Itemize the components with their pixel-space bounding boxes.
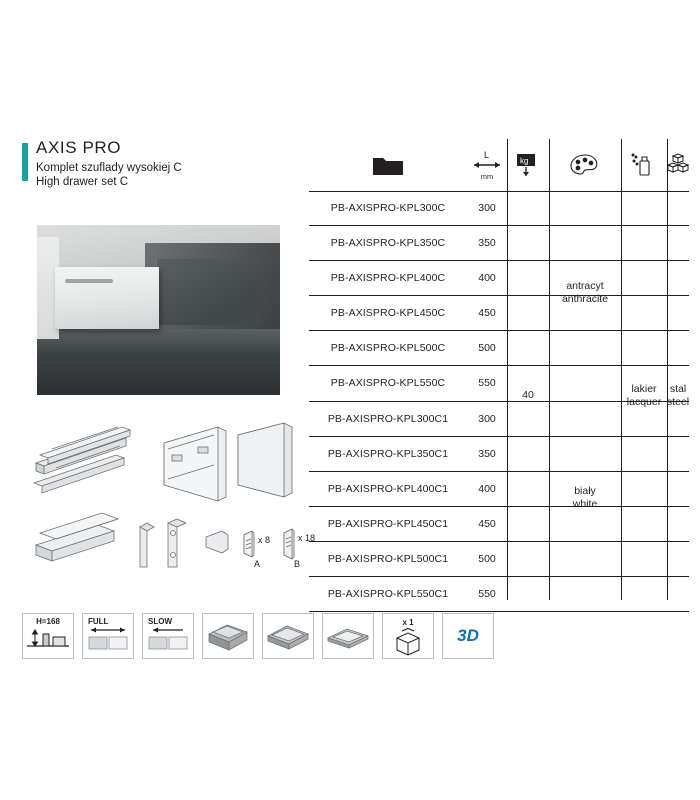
- product-code: PB-AXISPRO-KPL400C: [330, 272, 446, 285]
- color-white-en: white: [572, 497, 598, 510]
- height-168-caption: H=168: [36, 617, 60, 626]
- height-168-icon: [22, 613, 74, 659]
- svg-text:kg: kg: [520, 156, 529, 166]
- product-length: 450: [478, 517, 496, 530]
- finish-en: lacquer: [626, 395, 662, 408]
- color-white-cell: [549, 395, 621, 600]
- photo-drawer-handle: [65, 279, 113, 283]
- page-title: AXIS PRO: [36, 138, 122, 157]
- color-palette-icon: [568, 152, 602, 178]
- paint-spray-icon: [629, 152, 659, 178]
- rail-profile-drawing: [36, 513, 118, 561]
- finish-pl: lakier: [631, 382, 657, 395]
- full-extension-glyph: [83, 627, 133, 657]
- drawer-side-panel-drawing: [164, 427, 226, 501]
- product-code: PB-AXISPRO-KPL550C: [330, 377, 446, 390]
- feature-icon-strip: [22, 613, 482, 665]
- product-code: PB-AXISPRO-KPL500C: [330, 342, 446, 355]
- screw-b-drawing: [284, 529, 294, 559]
- product-table: [309, 139, 689, 599]
- technical-drawings: [22, 405, 322, 595]
- drawer-low-icon: [262, 613, 314, 659]
- packaging-caption: x 1: [402, 618, 414, 627]
- height-168-glyph: [23, 628, 73, 658]
- product-code: PB-AXISPRO-KPL400C1: [327, 482, 449, 495]
- product-code: PB-AXISPRO-KPL300C: [330, 202, 446, 214]
- product-code: PB-AXISPRO-KPL550C1: [327, 588, 449, 601]
- header-length-cell: [467, 139, 507, 191]
- clip-drawing: [206, 531, 228, 553]
- load-kg-icon: [513, 152, 543, 178]
- full-extension-caption: FULL: [88, 617, 109, 626]
- product-length: 500: [478, 342, 496, 355]
- product-length: 400: [478, 272, 496, 285]
- color-anthracite-pl: antracyt: [566, 280, 604, 292]
- material-en: steel: [666, 395, 690, 408]
- soft-close-glyph: [143, 627, 193, 657]
- photo-drawer-front: [55, 267, 159, 329]
- svg-text:L: L: [484, 150, 490, 160]
- product-length: 400: [478, 482, 496, 495]
- product-code: PB-AXISPRO-KPL350C: [330, 237, 446, 250]
- header-material-cell: [667, 139, 689, 191]
- material-cell: [667, 191, 689, 600]
- soft-close-caption: SLOW: [148, 617, 172, 626]
- product-code: PB-AXISPRO-KPL500C1: [327, 552, 449, 565]
- drawer-tray-glyph: [323, 614, 373, 658]
- material-pl: stal: [669, 382, 687, 395]
- fastener-b-count: x 18: [298, 533, 316, 543]
- table-header-row: [309, 139, 689, 192]
- finish-cell: [621, 191, 667, 600]
- soft-close-icon: [142, 613, 194, 659]
- product-length: 300: [478, 412, 496, 425]
- 3d-model-icon: [442, 613, 494, 659]
- material-cubes-icon: [665, 153, 691, 177]
- header-load-cell: [507, 139, 549, 191]
- packaging-glyph: [383, 628, 433, 658]
- drawer-low-glyph: [263, 614, 313, 658]
- product-code: PB-AXISPRO-KPL300C1: [327, 412, 449, 425]
- packaging-icon: [382, 613, 434, 659]
- 3d-model-caption: 3D: [457, 626, 479, 645]
- color-anthracite-en: anthracite: [561, 293, 609, 305]
- product-length: 500: [478, 552, 496, 565]
- photo-countertop: [37, 329, 280, 395]
- product-length: 350: [478, 237, 496, 250]
- color-white-pl: biały: [574, 484, 596, 497]
- header-finish-cell: [621, 139, 667, 191]
- length-icon: [472, 149, 502, 171]
- product-length: 550: [478, 588, 496, 601]
- full-extension-icon: [82, 613, 134, 659]
- tech-drawing-svg: [22, 405, 322, 595]
- product-code: PB-AXISPRO-KPL450C1: [327, 517, 449, 530]
- subtitle-pl: Komplet szuflady wysokiej C: [36, 162, 182, 174]
- title-accent-bar: [22, 143, 28, 181]
- fastener-a-count: x 8: [258, 535, 271, 545]
- product-code: PB-AXISPRO-KPL450C: [330, 307, 446, 320]
- product-length: 300: [478, 202, 496, 214]
- drawer-photo: [37, 225, 280, 395]
- title-block: [22, 138, 312, 189]
- product-length: 550: [478, 377, 496, 390]
- header-code-cell: [309, 139, 467, 191]
- product-code: PB-AXISPRO-KPL350C1: [327, 447, 449, 460]
- load-capacity-value: 40: [522, 389, 534, 401]
- drawer-box-icon: [202, 613, 254, 659]
- header-length-unit: mm: [480, 172, 494, 181]
- drawer-box-glyph: [203, 614, 253, 658]
- product-length: 350: [478, 447, 496, 460]
- subtitle-en: High drawer set C: [36, 176, 129, 188]
- product-length: 450: [478, 307, 496, 320]
- color-anthracite-cell: [549, 191, 621, 395]
- fastener-b-label: B: [294, 559, 301, 569]
- drawer-back-panel-drawing: [238, 423, 292, 497]
- drawer-tray-icon: [322, 613, 374, 659]
- photo-drawer-interior: [155, 259, 261, 325]
- bracket-drawing: [140, 519, 186, 567]
- folder-icon: [372, 154, 404, 176]
- header-color-cell: [549, 139, 621, 191]
- fastener-a-label: A: [254, 559, 261, 569]
- screw-a-drawing: [244, 531, 254, 557]
